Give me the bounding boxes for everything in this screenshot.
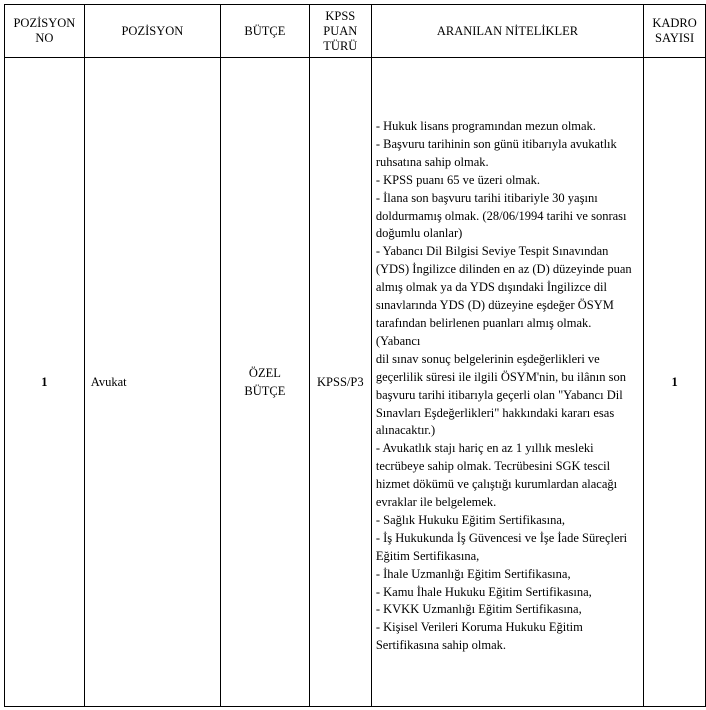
header-line: POZİSYON bbox=[13, 16, 76, 30]
qualification-line: dil sınav sonuç belgelerinin eşdeğerlikleri ve bbox=[375, 351, 600, 366]
qualification-line: - Kişisel Verileri Koruma Hukuku Eğitim bbox=[375, 620, 583, 635]
header-aranilan-nitelikler: ARANILAN NİTELİKLER bbox=[371, 5, 643, 58]
header-line: PUAN bbox=[323, 23, 358, 38]
cell-line: BÜTÇE bbox=[244, 384, 286, 398]
qualification-line: ruhsatına sahip olmak. bbox=[375, 154, 489, 169]
qualification-line: geçerlilik süresi ile ilgili ÖSYM'nin, bu ilânın son bbox=[375, 369, 626, 384]
qualification-line: - Kamu İhale Hukuku Eğitim Sertifikasına, bbox=[375, 584, 592, 599]
qualification-line: (YDS) İngilizce dilinden en az (D) düzeyinde puan bbox=[375, 262, 632, 277]
header-line: KADRO bbox=[652, 16, 697, 30]
qualification-line: - KPSS puanı 65 ve üzeri olmak. bbox=[375, 172, 541, 187]
qualification-line: tarafından belirlenen puanları almış olmak. (Yabancı bbox=[375, 315, 592, 348]
qualification-line: Eğitim Sertifikasına, bbox=[375, 548, 480, 563]
qualification-line: - İhale Uzmanlığı Eğitim Sertifikasına, bbox=[375, 566, 571, 581]
header-pozisyon-no bbox=[5, 5, 85, 58]
header-kadro-sayisi bbox=[644, 5, 706, 58]
qualification-line: - Sağlık Hukuku Eğitim Sertifikasına, bbox=[375, 512, 566, 527]
header-line: SAYISI bbox=[655, 31, 695, 45]
qualification-line: hizmet dökümü ve çalıştığı kurumlardan alacağı bbox=[375, 477, 618, 492]
cell-butce bbox=[221, 58, 310, 707]
qualification-line: - Avukatlık stajı hariç en az 1 yıllık mesleki bbox=[375, 441, 594, 456]
header-line: NO bbox=[35, 31, 54, 45]
qualification-line: - İş Hukukunda İş Güvencesi ve İşe İade Süreçleri bbox=[375, 530, 628, 545]
qualification-line: - İlana son başvuru tarihi itibariyle 30 yaşını bbox=[375, 190, 598, 205]
cell-pozisyon-no: 1 bbox=[5, 58, 85, 707]
qualification-line: sınavlarında YDS (D) düzeyine eşdeğer ÖSYM bbox=[375, 298, 614, 313]
qualification-line: - Başvuru tarihinin son günü itibarıyla avukatlık bbox=[375, 136, 617, 151]
qualification-line: - Hukuk lisans programından mezun olmak. bbox=[375, 119, 596, 133]
header-line: KPSS bbox=[325, 8, 356, 23]
header-row bbox=[5, 5, 706, 58]
qualification-line: başvuru tarihi itibarıyla geçerli olan "Yabancı Dil bbox=[375, 387, 623, 402]
header-kpss-puan-turu bbox=[309, 5, 371, 58]
qualification-line: tecrübeye sahip olmak. Tecrübesini SGK tescil bbox=[375, 459, 611, 474]
cell-aranilan-nitelikler bbox=[371, 58, 643, 707]
cell-line: ÖZEL bbox=[248, 366, 281, 380]
header-pozisyon: POZİSYON bbox=[84, 5, 220, 58]
qualification-line: evraklar ile belgelemek. bbox=[375, 495, 497, 510]
position-table bbox=[4, 4, 706, 707]
cell-pozisyon: Avukat bbox=[84, 58, 220, 707]
qualification-line: - Yabancı Dil Bilgisi Seviye Tespit Sınavından bbox=[375, 244, 609, 259]
qualification-line: almış olmak ya da YDS dışındaki İngilizce dil bbox=[375, 280, 607, 295]
cell-kadro-sayisi: 1 bbox=[644, 58, 706, 707]
cell-kpss: KPSS/P3 bbox=[309, 58, 371, 707]
qualification-line: - KVKK Uzmanlığı Eğitim Sertifikasına, bbox=[375, 602, 582, 617]
header-butce: BÜTÇE bbox=[221, 5, 310, 58]
table-row bbox=[5, 58, 706, 707]
qualification-line: Sertifikasına sahip olmak. bbox=[375, 638, 507, 653]
qualification-line: doğumlu olanlar) bbox=[375, 226, 463, 241]
qualification-line: Sınavları Eşdeğerlikleri" hakkındaki kararı esas bbox=[375, 405, 615, 420]
header-line: TÜRÜ bbox=[323, 38, 358, 53]
qualification-line: doldurmamış olmak. (28/06/1994 tarihi ve sonrası bbox=[375, 208, 627, 223]
qualification-line: alınacaktır.) bbox=[375, 423, 436, 438]
